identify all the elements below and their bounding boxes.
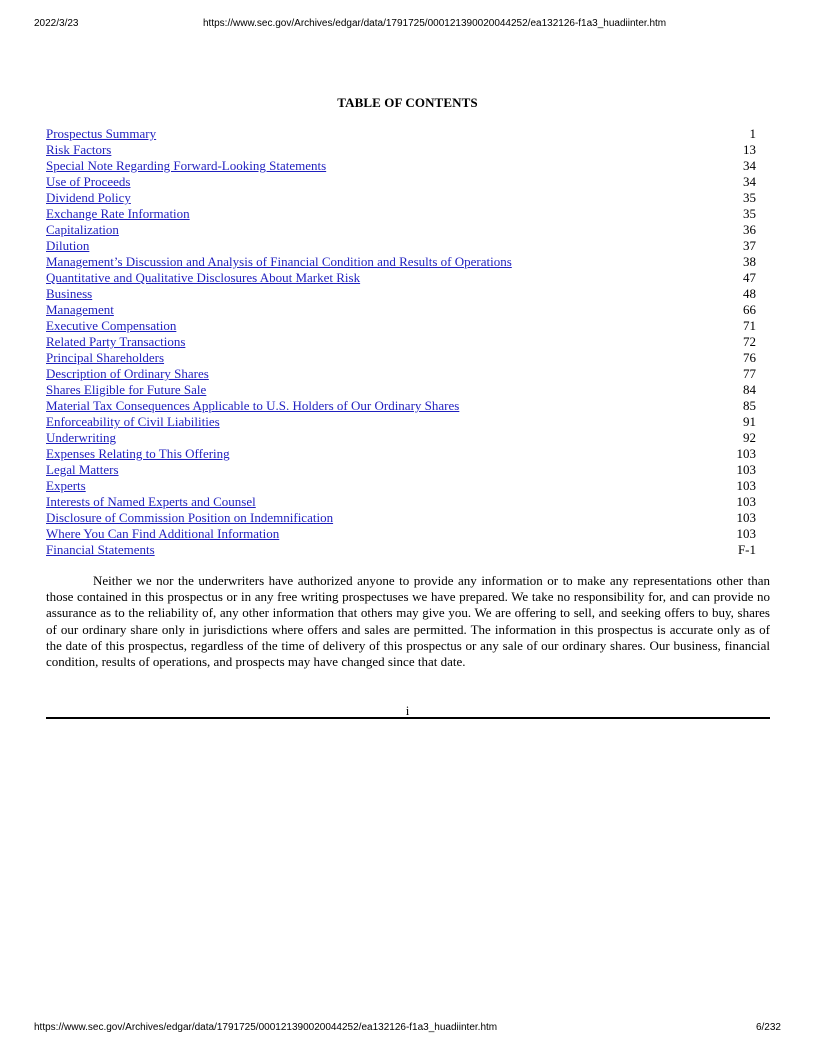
toc-page-number: 85: [743, 398, 756, 413]
print-header: [34, 18, 781, 32]
toc-link[interactable]: Use of Proceeds: [46, 174, 131, 189]
toc-entry: [46, 526, 756, 542]
toc-entry: [46, 414, 756, 430]
toc-page-number: 47: [743, 270, 756, 285]
toc-entry: [46, 286, 756, 302]
toc-entry: [46, 254, 756, 270]
toc-page-number: 103: [736, 526, 756, 541]
print-footer: [34, 1022, 781, 1036]
toc-entry: [46, 478, 756, 494]
toc-page-number: 66: [743, 302, 756, 317]
toc-page-number: 103: [736, 494, 756, 509]
toc-page-number: 37: [743, 238, 756, 253]
toc-link[interactable]: Disclosure of Commission Position on Indemnification: [46, 510, 334, 525]
toc-entry: [46, 382, 756, 398]
toc-entry: [46, 158, 756, 174]
toc-entry: [46, 238, 756, 254]
toc-link[interactable]: Quantitative and Qualitative Disclosures About Market Risk: [46, 270, 361, 285]
toc-entry: [46, 350, 756, 366]
toc-link[interactable]: Where You Can Find Additional Information: [46, 526, 280, 541]
toc-entry: [46, 222, 756, 238]
toc-link[interactable]: Material Tax Consequences Applicable to U.S. Holders of Our Ordinary Shares: [46, 398, 460, 413]
toc-link[interactable]: Interests of Named Experts and Counsel: [46, 494, 256, 509]
toc-entry: [46, 190, 756, 206]
toc-entry: [46, 542, 756, 558]
toc-link[interactable]: Executive Compensation: [46, 318, 177, 333]
toc-page-number: 34: [743, 158, 756, 173]
toc-entry: [46, 174, 756, 190]
toc-link[interactable]: Management: [46, 302, 114, 317]
toc-entry: [46, 318, 756, 334]
toc-page-number: 91: [743, 414, 756, 429]
toc-page-number: 1: [749, 126, 756, 141]
page-number: i: [405, 703, 410, 718]
toc-entry: [46, 142, 756, 158]
toc-page-number: 38: [743, 254, 756, 269]
print-url: https://www.sec.gov/Archives/edgar/data/1791725/000121390020044252/ea132126-f1a3_huadiinter.htm: [203, 18, 667, 29]
toc-entry: [46, 462, 756, 478]
notice-paragraph: Neither we nor the underwriters have authorized anyone to provide any information or to make any representations other than those contained in this prospectus or in any free writing prospectuses we have prepared. We take no responsibility for, and can provide no assurance as to the reliability of, any other information that others may give you. We are offering to sell, and seeking offers to buy, shares of our ordinary share only in jurisdictions where offers and sales are permitted. The information in this prospectus is accurate only as of the date of this prospectus, regardless of the time of delivery of this prospectus or any sale of our ordinary shares. Our business, financial condition, results of operations, and prospects may have changed since that date.: [46, 573, 770, 670]
footer-page-count: 6/232: [755, 1022, 781, 1033]
toc-page-number: 34: [743, 174, 756, 189]
toc-link[interactable]: Dilution: [46, 238, 90, 253]
toc-link[interactable]: Principal Shareholders: [46, 350, 165, 365]
toc-page-number: 103: [736, 478, 756, 493]
toc-page-number: 72: [743, 334, 756, 349]
toc-link[interactable]: Enforceability of Civil Liabilities: [46, 414, 220, 429]
toc-page-number: 103: [736, 510, 756, 525]
toc-page-number: 35: [743, 190, 756, 205]
print-date: 2022/3/23: [34, 18, 79, 29]
toc-link[interactable]: Exchange Rate Information: [46, 206, 190, 221]
toc-link[interactable]: Prospectus Summary: [46, 126, 157, 141]
toc-link[interactable]: Financial Statements: [46, 542, 155, 557]
toc-page-number: 84: [743, 382, 756, 397]
toc-page-number: 103: [736, 446, 756, 461]
footer-url: https://www.sec.gov/Archives/edgar/data/1791725/000121390020044252/ea132126-f1a3_huadiinter.htm: [34, 1022, 498, 1033]
toc-link[interactable]: Business: [46, 286, 93, 301]
toc-page-number: 76: [743, 350, 756, 365]
toc-entry: [46, 366, 756, 382]
toc-link[interactable]: Legal Matters: [46, 462, 119, 477]
toc-page-number: 103: [736, 462, 756, 477]
toc-link[interactable]: Expenses Relating to This Offering: [46, 446, 230, 461]
toc-entry: [46, 270, 756, 286]
toc-link[interactable]: Management’s Discussion and Analysis of Financial Condition and Results of Operations: [46, 254, 512, 269]
toc-link[interactable]: Risk Factors: [46, 142, 112, 157]
toc-link[interactable]: Capitalization: [46, 222, 119, 237]
toc-entry: [46, 494, 756, 510]
toc-page-number: 48: [743, 286, 756, 301]
toc-entry: [46, 510, 756, 526]
toc-page-number: F-1: [737, 542, 756, 557]
toc-link[interactable]: Dividend Policy: [46, 190, 131, 205]
toc-page-number: 35: [743, 206, 756, 221]
toc-page-number: 13: [743, 142, 756, 157]
toc-link[interactable]: Related Party Transactions: [46, 334, 186, 349]
toc-page-number: 92: [743, 430, 756, 445]
toc-link[interactable]: Special Note Regarding Forward-Looking Statements: [46, 158, 327, 173]
toc-link[interactable]: Experts: [46, 478, 86, 493]
toc-page-number: 77: [743, 366, 756, 381]
toc-page-number: 36: [743, 222, 756, 237]
toc-title: TABLE OF CONTENTS: [337, 95, 478, 110]
toc-entry: [46, 430, 756, 446]
toc-page-number: 71: [743, 318, 756, 333]
toc-link[interactable]: Underwriting: [46, 430, 117, 445]
toc-entry: [46, 126, 756, 142]
toc-entry: [46, 334, 756, 350]
toc-entry: [46, 446, 756, 462]
toc-entry: [46, 398, 756, 414]
page-divider: [46, 717, 770, 719]
table-of-contents: [46, 126, 756, 558]
toc-link[interactable]: Description of Ordinary Shares: [46, 366, 209, 381]
toc-entry: [46, 206, 756, 222]
toc-entry: [46, 302, 756, 318]
toc-link[interactable]: Shares Eligible for Future Sale: [46, 382, 207, 397]
